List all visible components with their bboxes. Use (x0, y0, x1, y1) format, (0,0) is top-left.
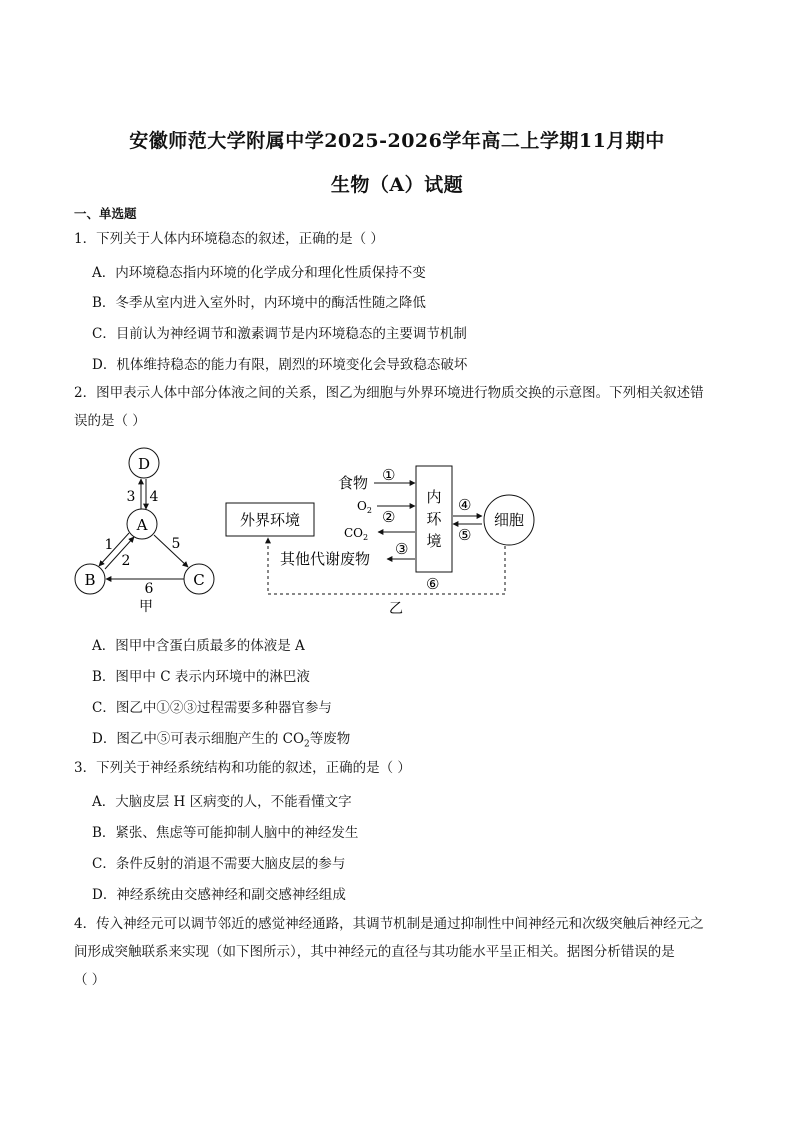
edge-label-1: 1 (104, 537, 114, 553)
exam-title: 安徽师范大学附属中学2025-2026学年高二上学期11月期中 (129, 130, 665, 152)
internal-environment-box (416, 466, 452, 572)
diagram-yi (222, 458, 542, 620)
process-4: ④ (458, 496, 472, 514)
exam-subtitle: 生物（A）试题 (330, 174, 464, 196)
question-2-stem (74, 379, 724, 435)
question-3-option-b: B．紧张、焦虑等可能抑制人脑中的神经发生 (92, 825, 359, 841)
process-1: ① (382, 466, 396, 484)
question-2-option-b: B．图甲中 C 表示内环境中的淋巴液 (92, 669, 310, 685)
edge-label-5: 5 (171, 536, 181, 552)
svg-text:环: 环 (426, 510, 442, 528)
question-4-stem (74, 910, 724, 994)
question-1-option-c: C．目前认为神经调节和激素调节是内环境稳态的主要调节机制 (92, 326, 467, 342)
process-3: ③ (395, 540, 409, 558)
o2-label: $O_2$ (357, 499, 372, 515)
diagram-yi-caption: 乙 (389, 601, 403, 617)
question-2-option-c: C．图乙中①②③过程需要多种器官参与 (92, 700, 332, 716)
co2-label: $CO_2$ (344, 526, 369, 542)
node-c (184, 564, 214, 594)
question-4-stem-line-3: （ ） (74, 972, 106, 988)
svg-text:内: 内 (426, 488, 442, 506)
diagram-jia (66, 445, 226, 620)
edge-label-3: 3 (126, 489, 136, 505)
question-4-stem-line-1: 4．传入神经元可以调节邻近的感觉神经通路，其调节机制是通过抑制性中间神经元和次级突触后神经元之 (74, 916, 704, 932)
svg-text:D: D (137, 455, 151, 473)
question-1-option-d: D．机体维持稳态的能力有限，剧烈的环境变化会导致稳态破坏 (92, 357, 468, 373)
svg-text:A: A (136, 516, 148, 534)
process-2: ② (382, 508, 396, 526)
question-2-option-d: D．图乙中⑤可表示细胞产生的 $CO_2$等废物 (92, 731, 351, 750)
edge-label-2: 2 (121, 553, 131, 569)
svg-text:境: 境 (426, 532, 442, 550)
question-2-stem-line-2: 误的是（ ） (74, 413, 146, 429)
diagram-jia-caption: 甲 (139, 599, 153, 615)
node-b (75, 564, 105, 594)
edge-label-4: 4 (149, 489, 159, 505)
question-3-option-d: D．神经系统由交感神经和副交感神经组成 (92, 887, 346, 903)
cell-circle (484, 495, 534, 545)
question-2-option-a: A．图甲中含蛋白质最多的体液是 A (92, 638, 305, 654)
edge-label-6: 6 (144, 581, 154, 597)
question-3-option-a: A．大脑皮层 H 区病变的人，不能看懂文字 (92, 794, 352, 810)
question-1-stem: 1．下列关于人体内环境稳态的叙述，正确的是（ ） (74, 231, 384, 247)
waste-label: 其他代谢废物 (280, 550, 371, 568)
food-label: 食物 (338, 474, 369, 492)
process-5: ⑤ (458, 526, 472, 544)
question-3-option-c: C．条件反射的消退不需要大脑皮层的参与 (92, 856, 346, 872)
svg-text:B: B (84, 571, 96, 589)
question-4-stem-line-2: 间形成突触联系来实现（如下图所示），其中神经元的直径与其功能水平呈正相关。据图分析错误的是 (74, 944, 675, 960)
outer-environment-box (226, 503, 314, 536)
question-1-option-a: A．内环境稳态指内环境的化学成分和理化性质保持不变 (92, 265, 426, 281)
process-6: ⑥ (426, 575, 440, 593)
question-1-option-b: B．冬季从室内进入室外时，内环境中的酶活性随之降低 (92, 295, 426, 311)
node-d (129, 448, 159, 478)
svg-text:C: C (193, 571, 205, 589)
svg-text:细胞: 细胞 (493, 511, 525, 529)
section-heading: 一、单选题 (74, 206, 137, 221)
svg-text:外界环境: 外界环境 (239, 511, 301, 529)
question-3-stem: 3．下列关于神经系统结构和功能的叙述，正确的是（ ） (74, 760, 411, 776)
node-a (127, 509, 157, 539)
question-2-stem-line-1: 2．图甲表示人体中部分体液之间的关系，图乙为细胞与外界环境进行物质交换的示意图。下列相关叙述错 (74, 385, 704, 401)
